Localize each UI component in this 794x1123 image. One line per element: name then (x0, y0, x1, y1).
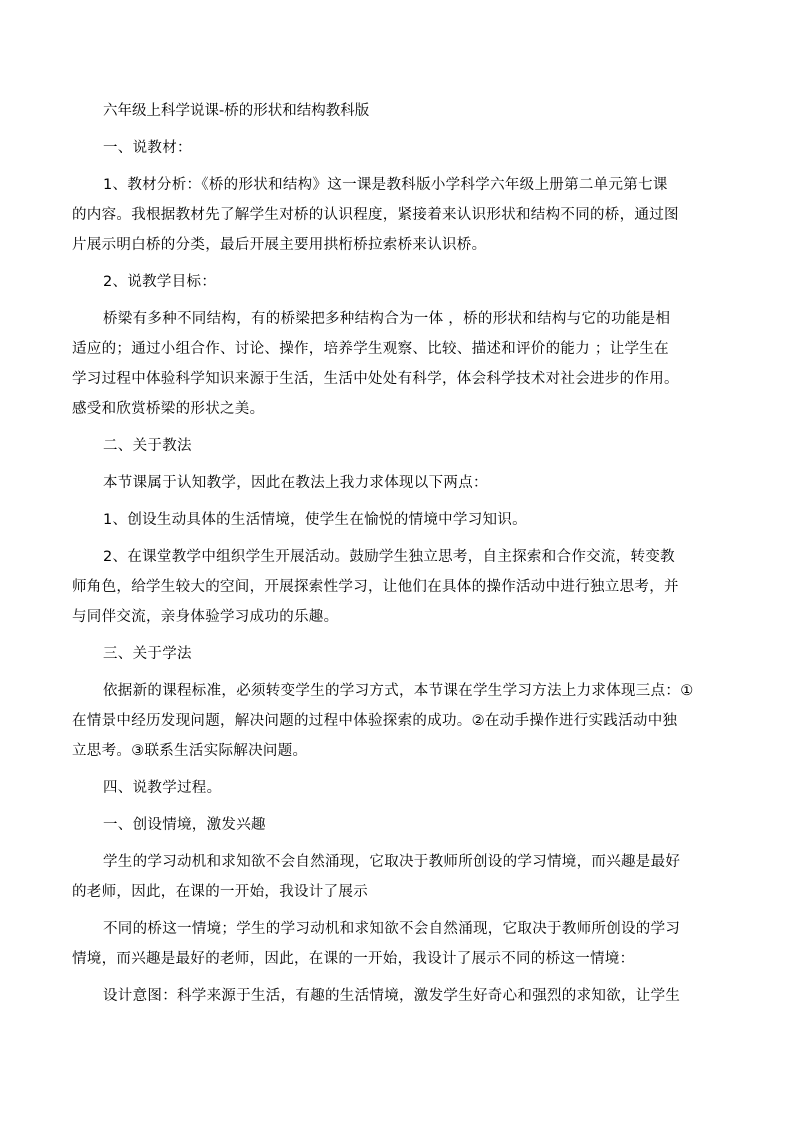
document-page (72, 96, 724, 1018)
text-line: 片展示明白桥的分类，最后开展主要用拱桁桥拉索桥来认识桥。 (72, 237, 487, 253)
paragraph (72, 133, 724, 163)
paragraph (72, 639, 724, 669)
paragraph (72, 542, 724, 632)
paragraph (72, 170, 724, 260)
paragraph (72, 773, 724, 803)
paragraph (72, 468, 724, 498)
text-line: 本节课属于认知教学，因此在教法上我力求体现以下两点： (103, 475, 488, 491)
text-line: 学习过程中体验科学知识来源于生活，生活中处处有科学，体会科学技术对社会进步的作用。 (72, 371, 679, 387)
paragraph (72, 505, 724, 535)
text-line: 不同的桥这一情境；学生的学习动机和求知欲不会自然涌现，它取决于教师所创设的学习 (103, 921, 681, 937)
paragraph-spacer (72, 1011, 724, 1018)
paragraph (72, 810, 724, 840)
paragraph-spacer (72, 669, 724, 676)
paragraph-spacer (72, 498, 724, 505)
paragraph-spacer (72, 907, 724, 914)
text-line: 桥梁有多种不同结构，有的桥梁把多种结构合为一体 ，桥的形状和结构与它的功能是相 (103, 311, 671, 327)
document-body (72, 133, 724, 1018)
paragraph-spacer (72, 424, 724, 431)
paragraph (72, 914, 724, 974)
text-line: 与同伴交流，亲身体验学习成功的乐趣。 (72, 609, 339, 625)
paragraph (72, 981, 724, 1011)
paragraph (72, 267, 724, 297)
paragraph-spacer (72, 163, 724, 170)
text-line: 在情景中经历发现问题，解决问题的过程中体验探索的成功。②在动手操作进行实践活动中独 (72, 713, 678, 729)
paragraph (72, 847, 724, 907)
paragraph-spacer (72, 260, 724, 267)
paragraph-spacer (72, 803, 724, 810)
text-line: 1、教材分析：《桥的形状和结构》这一课是教科版小学科学六年级上册第二单元第七课 (103, 177, 668, 193)
paragraph (72, 431, 724, 461)
text-line: 师角色，给学生较大的空间，开展探索性学习，让他们在具体的操作活动中进行独立思考，并 (72, 579, 679, 595)
text-line: 一、说教材： (103, 140, 192, 156)
text-line: 一、创设情境，激发兴趣 (103, 817, 266, 833)
text-line: 1、创设生动具体的生活情境，使学生在愉悦的情境中学习知识。 (103, 512, 527, 528)
text-line: 二、关于教法 (103, 438, 192, 454)
text-line: 2、说教学目标： (103, 274, 217, 290)
text-line: 感受和欣赏桥梁的形状之美。 (72, 401, 265, 417)
paragraph-spacer (72, 126, 724, 133)
text-line: 设计意图：科学来源于生活，有趣的生活情境，激发学生好奇心和强烈的求知欲，让学生 (103, 988, 681, 1004)
text-line: 学生的学习动机和求知欲不会自然涌现，它取决于教师所创设的学习情境，而兴趣是最好 (103, 854, 681, 870)
document-title: 六年级上科学说课-桥的形状和结构教科版 (103, 103, 370, 119)
text-line: 的老师，因此，在课的一开始，我设计了展示 (72, 884, 368, 900)
text-line: 三、关于学法 (103, 646, 192, 662)
paragraph-spacer (72, 766, 724, 773)
text-line: 的内容。我根据教材先了解学生对桥的认识程度，紧接着来认识形状和结构不同的桥，通过图 (72, 207, 679, 223)
text-line: 依据新的课程标准，必须转变学生的学习方式，本节课在学生学习方法上力求体现三点：① (103, 683, 694, 699)
paragraph-spacer (72, 840, 724, 847)
paragraph-spacer (72, 974, 724, 981)
text-line: 适应的；通过小组合作、讨论、操作，培养学生观察、比较、描述和评价的能力 ；让学生在 (72, 341, 669, 357)
paragraph-spacer (72, 297, 724, 304)
text-line: 情境，而兴趣是最好的老师，因此，在课的一开始，我设计了展示不同的桥这一情境： (72, 951, 635, 967)
text-line: 四、说教学过程。 (103, 780, 222, 796)
paragraph (72, 676, 724, 766)
paragraph-spacer (72, 535, 724, 542)
text-line: 立思考。③联系生活实际解决问题。 (72, 743, 308, 759)
paragraph-spacer (72, 632, 724, 639)
paragraph-spacer (72, 461, 724, 468)
paragraph (72, 304, 724, 424)
text-line: 2、在课堂教学中组织学生开展活动。鼓励学生独立思考，自主探索和合作交流，转变教 (103, 549, 675, 565)
